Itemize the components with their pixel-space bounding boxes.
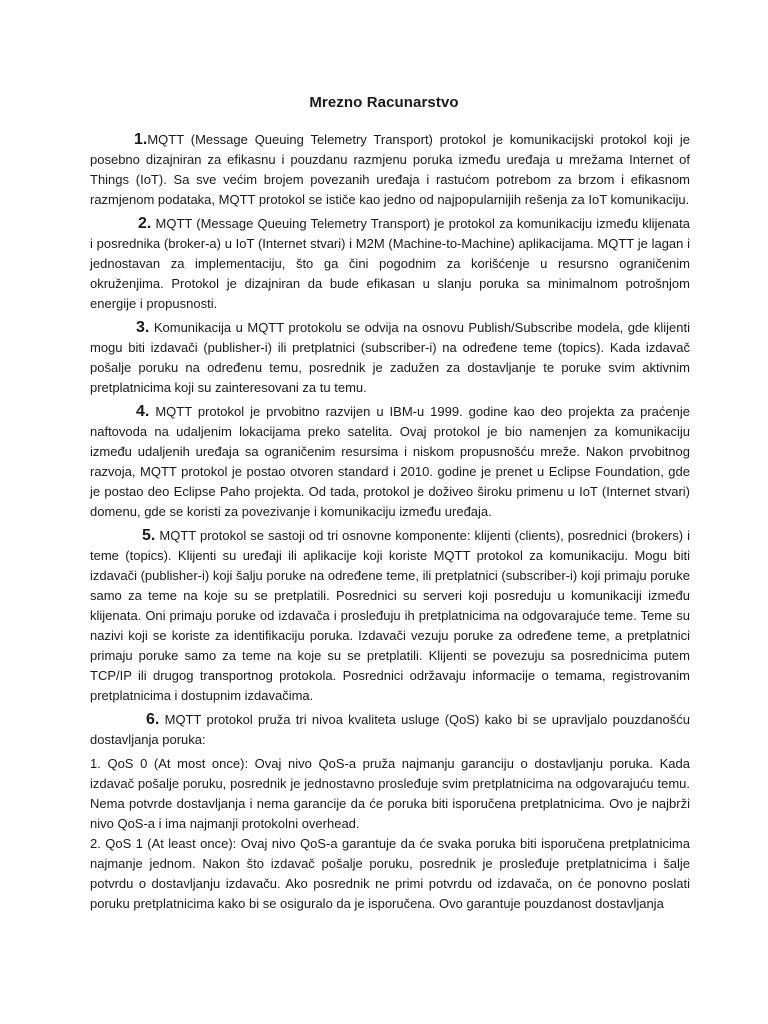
paragraph-text: MQTT (Message Queuing Telemetry Transport) je protokol za komunikaciju između klijenata i posrednika (broker-a) u IoT (Internet stvari) i M2M (Machine-to-Machine) aplikacijama. MQTT je lagan i jednostavan za implementaciju, što ga čini pogodnim za korišćenje u resursno ograničenim okruženjima. Protokol je dizajniran da bude efikasan u slanju poruka sa minimalnom potrošnjom energije i propusnosti. [90, 216, 690, 311]
paragraph-text: MQTT protokol je prvobitno razvijen u IBM-u 1999. godine kao deo projekta za praćenje naftovoda na udaljenim lokacijama preko satelita. Ovaj protokol je bio namenjen za komunikaciju između udaljenih uređaja sa ograničenim resursima i niskom propusnošću mreže. Nakon prvobitnog razvoja, MQTT protokol je postao otvoren standard i 2010. godine je prenet u Eclipse Foundation, gde je postao deo Eclipse Paho projekta. Od tada, protokol je doživeo široku primenu u IoT (Internet stvari) domenu, gde se koristi za povezivanje i komunikaciju između uređaja. [90, 404, 690, 519]
paragraph-number: 1. [134, 131, 148, 148]
qos-item-1: 2. QoS 1 (At least once): Ovaj nivo QoS-a garantuje da će svaka poruka biti isporučena pretplatnicima najmanje jednom. Nakon što izdavač pošalje poruku, posrednik je prosleđuje pretplatnicima i šalje potvrdu o dostavljanju izdavaču. Ako posrednik ne primi potvrdu od izdavača, on će ponovno poslati poruku pretplatnicima kako bi se osiguralo da je isporučena. Ovo garantuje pouzdanost dostavljanja [90, 836, 690, 911]
paragraph-4 [90, 402, 690, 522]
paragraph-3 [90, 318, 690, 398]
paragraph-5 [90, 526, 690, 706]
paragraph-number: 3. [136, 319, 150, 336]
paragraph-number: 4. [136, 403, 150, 420]
paragraph-6 [90, 710, 690, 750]
document-body [90, 130, 690, 914]
paragraph-text: Komunikacija u MQTT protokolu se odvija na osnovu Publish/Subscribe modela, gde klijenti mogu biti izdavači (publisher-i) ili pretplatnici (subscriber-i) na određene teme (topics). Kada izdavač pošalje poruku na određenu temu, posrednik je zadužen za dostavljanje te poruke svim aktivnim pretplatnicima koji su zainteresovani za tu temu. [90, 320, 690, 395]
paragraph-number: 5. [142, 527, 156, 544]
paragraph-number: 6. [146, 711, 160, 728]
paragraph-text: MQTT protokol se sastoji od tri osnovne komponente: klijenti (clients), posrednici (brokers) i teme (topics). Klijenti su uređaji ili aplikacije koji koriste MQTT protokol za komunikaciju. Mogu biti izdavači (publisher-i) koji šalju poruke na određene teme, ili pretplatnici (subscriber-i) koji primaju poruke samo za teme na koje su se pretplatili. Posrednici su serveri koji posreduju u komunikaciji između klijenata. Oni primaju poruke od izdavača i prosleđuju ih pretplatnicima na odgovarajuće teme. Teme su nazivi koji se koriste za identifikaciju poruka. Izdavači vezuju poruke za određene teme, a pretplatnici primaju poruke samo za teme na koje su se pretplatili. Klijenti se povezuju sa posrednicima putem TCP/IP ili drugog transportnog protokola. Posrednici održavaju informacije o temama, registrovanim pretplatnicima i dostupnim izdavačima. [90, 528, 690, 703]
paragraph-text: MQTT protokol pruža tri nivoa kvaliteta usluge (QoS) kako bi se upravljalo pouzdanošću dostavljanja poruka: [90, 712, 690, 747]
paragraph-1 [90, 130, 690, 210]
paragraph-2 [90, 214, 690, 314]
qos-item-0: 1. QoS 0 (At most once): Ovaj nivo QoS-a pruža najmanju garanciju o dostavljanju poruka. Kada izdavač pošalje poruku, posrednik je jednostavno prosleđuje svim pretplatnicima na odgovarajuću temu. Nema potvrde dostavljanja i nema garancije da će poruka biti isporučena pretplatnicima. Ovo je najbrži nivo QoS-a i ima najmanji protokolni overhead. [90, 756, 690, 831]
document-title: Mrezno Racunarstvo [309, 94, 459, 111]
paragraph-text: MQTT (Message Queuing Telemetry Transport) protokol je komunikacijski protokol koji je posebno dizajniran za efikasnu i pouzdanu razmjenu poruka između uređaja u mrežama Internet of Things (IoT). Sa sve većim brojem povezanih uređaja i rastućom potrebom za brzom i efikasnom razmjenom podataka, MQTT protokol se ističe kao jedno od najpopularnijih rešenja za IoT komunikaciju. [90, 132, 690, 207]
paragraph-number: 2. [138, 215, 152, 232]
